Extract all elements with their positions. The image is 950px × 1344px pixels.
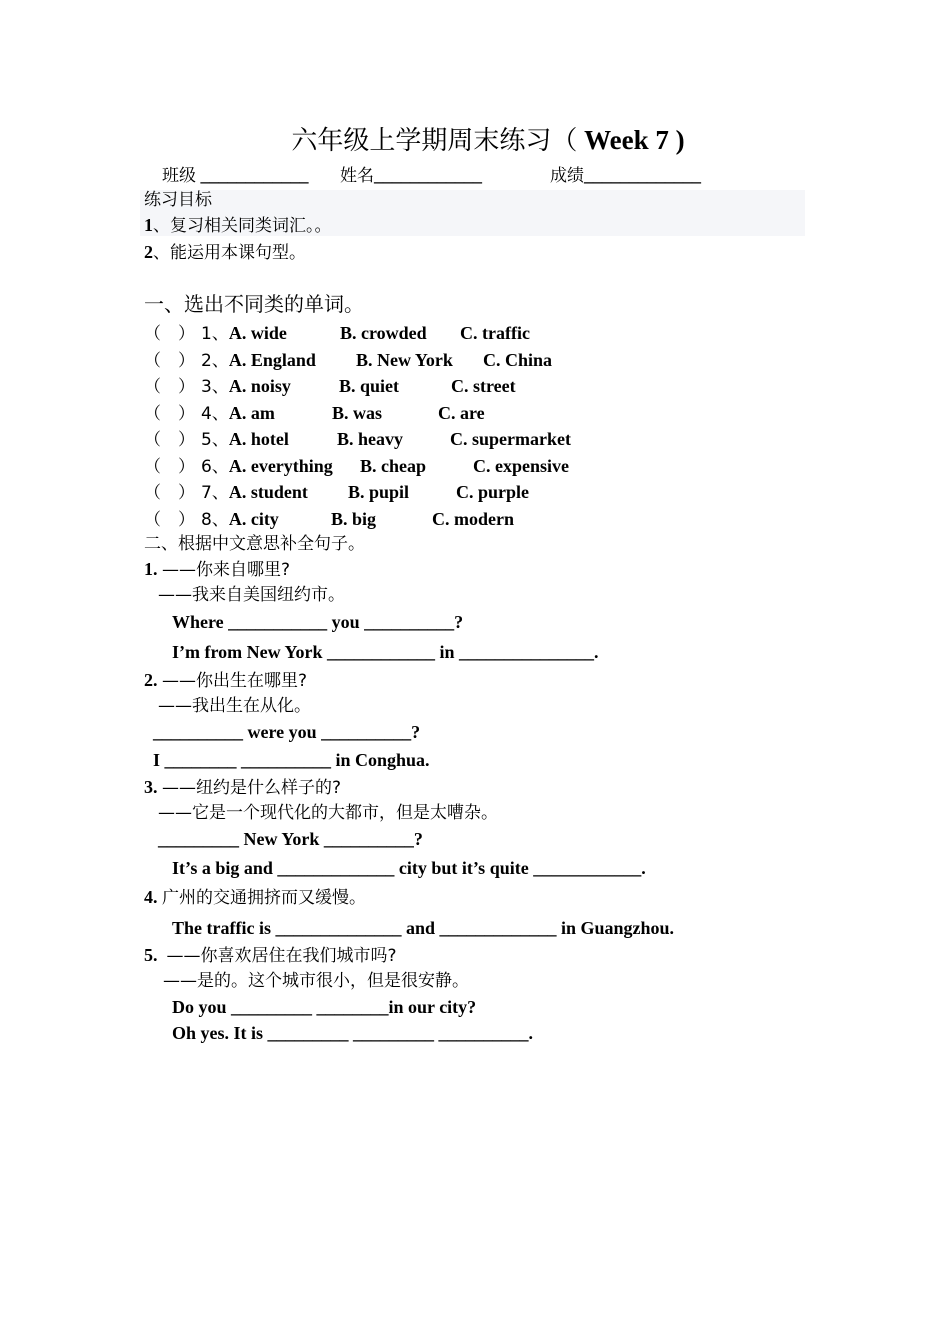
chinese-line: ——我来自美国纽约市。 bbox=[158, 585, 345, 605]
question-row bbox=[144, 508, 195, 531]
option-a: A. hotel bbox=[228, 429, 289, 449]
q4-prompt bbox=[144, 886, 366, 909]
chinese-line: ——你出生在哪里? bbox=[162, 671, 308, 691]
goal-item bbox=[144, 241, 306, 264]
q5-prompt bbox=[144, 944, 397, 967]
question-row bbox=[144, 455, 195, 478]
question-number: 7、 bbox=[201, 483, 229, 503]
english-line: I’m from New York ____________ in _______________. bbox=[172, 642, 599, 662]
question-row bbox=[201, 402, 275, 425]
answer-parentheses: （ ） bbox=[144, 483, 195, 503]
option-a: A. noisy bbox=[228, 376, 291, 396]
question-number: 1. bbox=[144, 559, 162, 579]
question-number: 2. bbox=[144, 670, 162, 690]
option-b: B. big bbox=[331, 509, 377, 529]
english-line: Do you _________ ________in our city? bbox=[172, 997, 477, 1017]
question-number: 3、 bbox=[201, 377, 229, 397]
score-blank: _____________ bbox=[584, 165, 701, 185]
name-field bbox=[340, 164, 482, 187]
answer-parentheses: （ ） bbox=[144, 430, 195, 450]
question-row bbox=[144, 481, 195, 504]
option-a: A. city bbox=[228, 509, 279, 529]
question-number: 6、 bbox=[201, 457, 229, 477]
score-field bbox=[550, 164, 701, 187]
english-line: Oh yes. It is _________ _________ __________. bbox=[172, 1023, 534, 1043]
title-chinese: 六年级上学期周末练习（ bbox=[291, 126, 578, 156]
english-line: I ________ __________ in Conghua. bbox=[153, 750, 430, 770]
english-line: Where ___________ you __________? bbox=[172, 612, 464, 632]
question-number: 2、 bbox=[201, 351, 229, 371]
score-label: 成绩 bbox=[550, 166, 584, 186]
question-row bbox=[201, 508, 279, 531]
answer-parentheses: （ ） bbox=[144, 457, 195, 477]
option-b: B. pupil bbox=[348, 482, 410, 502]
english-line: It’s a big and _____________ city but it’s quite ____________. bbox=[172, 858, 646, 878]
question-row bbox=[201, 375, 291, 398]
q2-prompt bbox=[144, 669, 307, 692]
chinese-line: ——我出生在从化。 bbox=[158, 696, 311, 716]
answer-parentheses: （ ） bbox=[144, 351, 195, 371]
answer-parentheses: （ ） bbox=[144, 324, 195, 344]
question-number: 5、 bbox=[201, 430, 229, 450]
english-line: The traffic is ______________ and _____________ in Guangzhou. bbox=[172, 918, 675, 938]
option-b: B. New York bbox=[356, 350, 453, 370]
goal-item bbox=[144, 214, 332, 237]
q3-prompt bbox=[144, 776, 341, 799]
name-blank: ____________ bbox=[374, 165, 482, 185]
goal-number: 2 bbox=[144, 242, 153, 262]
option-b: B. crowded bbox=[340, 323, 427, 343]
option-a: A. am bbox=[228, 403, 275, 423]
chinese-line: ——你喜欢居住在我们城市吗? bbox=[166, 946, 397, 966]
question-row bbox=[201, 322, 287, 345]
class-field bbox=[162, 164, 309, 187]
section2-heading: 二、根据中文意思补全句子。 bbox=[144, 534, 365, 554]
q1-prompt bbox=[144, 558, 290, 581]
answer-parentheses: （ ） bbox=[144, 510, 195, 530]
option-b: B. cheap bbox=[360, 456, 427, 476]
option-a: A. everything bbox=[228, 456, 333, 476]
goals-heading: 练习目标 bbox=[144, 190, 212, 210]
class-blank: ____________ bbox=[196, 165, 309, 185]
question-number: 4. bbox=[144, 887, 162, 907]
option-c: C. are bbox=[438, 403, 485, 423]
question-row bbox=[144, 402, 195, 425]
question-row bbox=[201, 455, 333, 478]
question-number: 8、 bbox=[201, 510, 229, 530]
chinese-line: ——是的。这个城市很小，但是很安静。 bbox=[163, 971, 469, 991]
question-number: 3. bbox=[144, 777, 162, 797]
option-c: C. expensive bbox=[473, 456, 569, 476]
class-label: 班级 bbox=[162, 166, 196, 186]
section1-heading: 一、选出不同类的单词。 bbox=[144, 292, 364, 316]
answer-parentheses: （ ） bbox=[144, 404, 195, 424]
goal-number: 1 bbox=[144, 215, 153, 235]
option-a: A. student bbox=[228, 482, 308, 502]
question-row bbox=[201, 428, 289, 451]
question-row bbox=[144, 322, 195, 345]
answer-parentheses: （ ） bbox=[144, 377, 195, 397]
title-english: Week 7 ) bbox=[577, 125, 685, 155]
question-row bbox=[201, 481, 308, 504]
page-title bbox=[0, 122, 950, 159]
english-line: __________ were you __________? bbox=[153, 722, 421, 742]
option-c: C. supermarket bbox=[450, 429, 571, 449]
option-c: C. modern bbox=[432, 509, 514, 529]
goal-text: 、复习相关同类词汇。。 bbox=[153, 216, 332, 236]
question-number: 5. bbox=[144, 945, 167, 965]
option-c: C. traffic bbox=[460, 323, 530, 343]
option-b: B. heavy bbox=[337, 429, 404, 449]
option-c: C. China bbox=[483, 350, 553, 370]
chinese-line: ——它是一个现代化的大都市，但是太嘈杂。 bbox=[158, 803, 498, 823]
chinese-line: ——纽约是什么样子的? bbox=[162, 778, 342, 798]
question-row bbox=[144, 428, 195, 451]
name-label: 姓名 bbox=[340, 166, 374, 186]
option-b: B. quiet bbox=[339, 376, 400, 396]
option-c: C. purple bbox=[456, 482, 530, 502]
question-number: 4、 bbox=[201, 404, 229, 424]
question-row bbox=[144, 349, 195, 372]
option-c: C. street bbox=[451, 376, 516, 396]
option-a: A. England bbox=[228, 350, 316, 370]
option-b: B. was bbox=[332, 403, 383, 423]
question-row bbox=[201, 349, 316, 372]
question-row bbox=[144, 375, 195, 398]
chinese-line: 广州的交通拥挤而又缓慢。 bbox=[162, 888, 366, 908]
question-number: 1、 bbox=[201, 324, 229, 344]
chinese-line: ——你来自哪里? bbox=[162, 560, 291, 580]
option-a: A. wide bbox=[228, 323, 287, 343]
goal-text: 、能运用本课句型。 bbox=[153, 243, 306, 263]
english-line: _________ New York __________? bbox=[158, 829, 423, 849]
